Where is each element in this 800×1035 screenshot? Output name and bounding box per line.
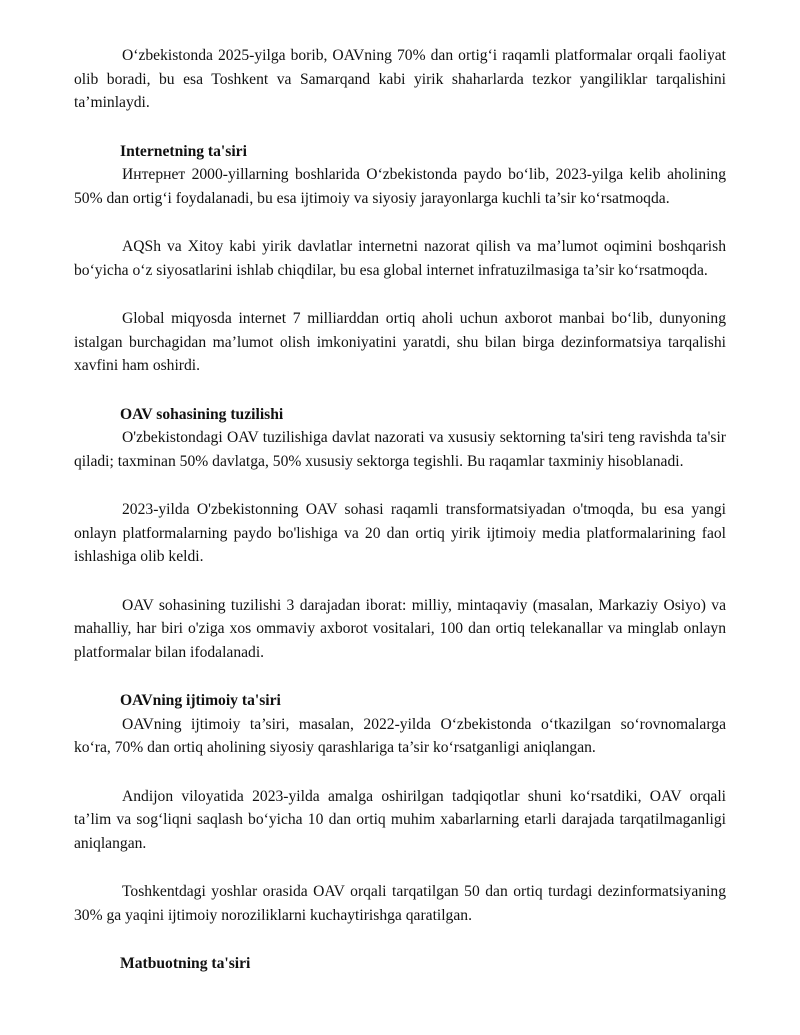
section-heading-internet: Internetning ta'siri — [120, 142, 247, 160]
section-heading-oav-social: OAVning ijtimoiy ta'siri — [120, 692, 281, 709]
paragraph: Интернет 2000-yillarning boshlarida O‘zbekistonda paydo bo‘lib, 2023-yilga kelib aholining 50% dan ortig‘i foydalanadi, bu esa ijtimoiy va siyosiy jarayonlarga kuchli ta’sir ko‘rsatmoqda. — [74, 166, 726, 207]
paragraph: Toshkentdagi yoshlar orasida OAV orqali tarqatilgan 50 dan ortiq turdagi dezinformatsiyaning 30% ga yaqini ijtimoiy noroziliklarni kuchaytirishga qaratilgan. — [74, 883, 726, 924]
document-page — [74, 44, 726, 976]
section-heading-oav-structure: OAV sohasining tuzilishi — [120, 405, 284, 423]
intro-paragraph: O‘zbekistonda 2025-yilga borib, OAVning 70% dan ortig‘i raqamli platformalar orqali faoliyat olib boradi, bu esa Toshkent va Samarqand kabi yirik shaharlarda tezkor yangiliklar tarqalishini ta’minlaydi. — [74, 47, 726, 111]
paragraph: AQSh va Xitoy kabi yirik davlatlar internetni nazorat qilish va ma’lumot oqimini boshqarish bo‘yicha o‘z siyosatlarini ishlab chiqdilar, bu esa global internet infratuzilmasiga ta’sir ko‘rsatmoqda. — [74, 238, 726, 279]
paragraph: Andijon viloyatida 2023-yilda amalga oshirilgan tadqiqotlar shuni ko‘rsatdiki, OAV orqali ta’lim va sog‘liqni saqlash bo‘yicha 10 dan ortiq muhim xabarlarning etarli darajada tarqatilmaganligi aniqlangan. — [74, 787, 726, 852]
paragraph: O'zbekistondagi OAV tuzilishiga davlat nazorati va xususiy sektorning ta'siri teng ravishda ta'sir qiladi; taxminan 50% davlatga, 50% xususiy sektorga tegishli. Bu raqamlar taxminiy hisoblanadi. — [74, 429, 726, 470]
paragraph: 2023-yilda O'zbekistonning OAV sohasi raqamli transformatsiyadan o'tmoqda, bu esa yangi onlayn platformalarning paydo bo'lishiga va 20 dan ortiq yirik ijtimoiy media platformalarining faol ishlashiga olib keldi. — [74, 501, 726, 565]
paragraph: Global miqyosda internet 7 milliarddan ortiq aholi uchun axborot manbai bo‘lib, dunyoning istalgan burchagidan ma’lumot olish imkoniyatini yaratdi, shu bilan birga dezinformatsiya tarqalishi xavfini ham oshirdi. — [74, 310, 726, 374]
section-heading-press: Matbuotning ta'siri — [120, 955, 251, 972]
paragraph: OAV sohasining tuzilishi 3 darajadan iborat: milliy, mintaqaviy (masalan, Markaziy Osiyo) va mahalliy, har biri o'ziga xos ommaviy axborot vositalari, 100 dan ortiq telekanallar va minglab onlayn platformalar bilan ifodalanadi. — [74, 596, 726, 661]
paragraph: OAVning ijtimoiy ta’siri, masalan, 2022-yilda O‘zbekistonda o‘tkazilgan so‘rovnomalarga ko‘ra, 70% dan ortiq aholining siyosiy qarashlariga ta’sir ko‘rsatganligi aniqlangan. — [74, 715, 726, 756]
